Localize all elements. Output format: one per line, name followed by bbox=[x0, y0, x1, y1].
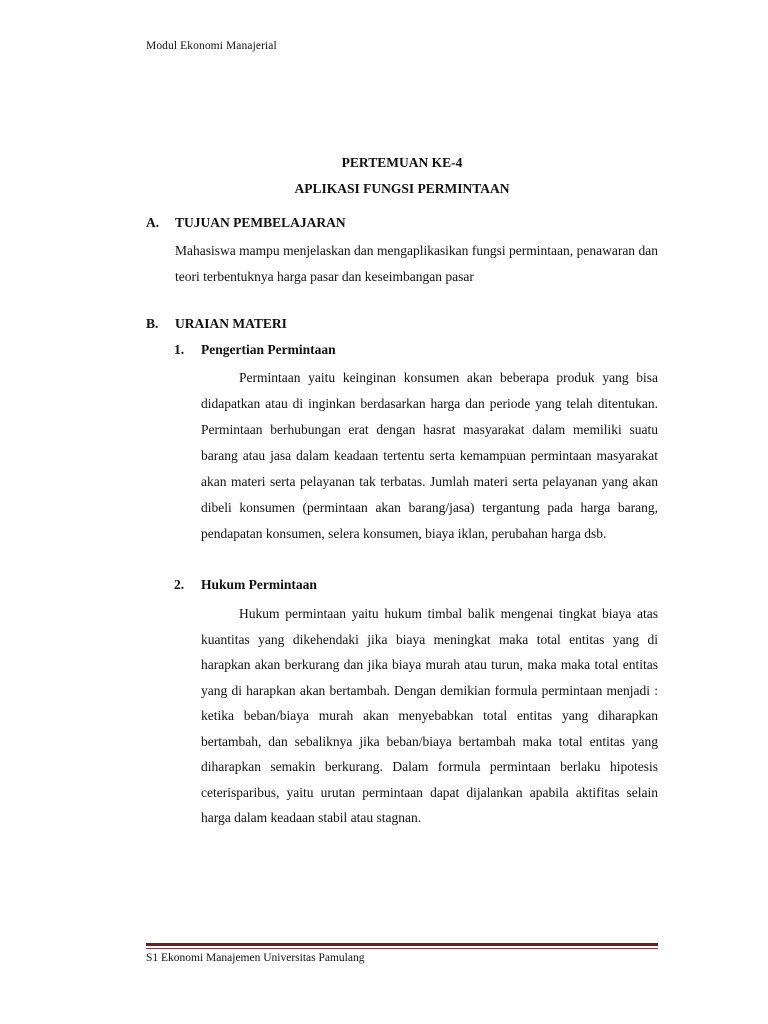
footer-institution: S1 Ekonomi Manajemen Universitas Pamulang bbox=[146, 952, 365, 964]
item-1-title: Pengertian Permintaan bbox=[201, 342, 336, 357]
footer-rule-thin bbox=[146, 948, 658, 949]
item-2-title: Hukum Permintaan bbox=[201, 577, 317, 592]
section-a-body: Mahasiswa mampu menjelaskan dan mengaplikasikan fungsi permintaan, penawaran dan teori terbentuknya harga pasar dan keseimbangan pasar bbox=[175, 243, 658, 284]
item-1-number: 1. bbox=[174, 342, 185, 357]
section-a-heading bbox=[146, 215, 658, 233]
item-1-heading bbox=[174, 342, 658, 360]
section-b-heading bbox=[146, 316, 658, 334]
section-a-title: TUJUAN PEMBELAJARAN bbox=[175, 215, 346, 230]
running-header: Modul Ekonomi Manajerial bbox=[146, 40, 277, 52]
item-1-body: Permintaan yaitu keinginan konsumen akan beberapa produk yang bisa didapatkan atau di inginkan berdasarkan harga dan periode yang telah ditentukan. Permintaan berhubungan erat dengan hasrat masyarakat dalam memiliki suatu barang atau jasa dalam keadaan tertentu serta kemampuan permintaan masyarakat akan materi serta pelayanan tak terbatas. Jumlah materi serta pelayanan yang akan dibeli konsumen (permintaan akan barang/jasa) tergantung pada harga barang, pendapatan konsumen, selera konsumen, biaya iklan, perubahan harga dsb. bbox=[201, 370, 658, 541]
section-b-title: URAIAN MATERI bbox=[175, 316, 287, 331]
title-line-1: PERTEMUAN KE-4 bbox=[341, 155, 463, 170]
footer-rule bbox=[146, 943, 658, 946]
title-block bbox=[146, 150, 658, 202]
item-2-heading bbox=[174, 577, 658, 595]
section-b-letter: B. bbox=[146, 316, 159, 331]
item-2-body: Hukum permintaan yaitu hukum timbal balik mengenai tingkat biaya atas kuantitas yang dikehendaki jika biaya meningkat maka total entitas yang di harapkan akan berkurang dan jika biaya murah atau turun, maka maka total entitas yang di harapkan akan bertambah. Dengan demikian formula permintaan menjadi : ketika beban/biaya murah akan menyebabkan total entitas yang diharapkan bertambah, dan sebaliknya jika beban/biaya bertambah maka total entitas yang diharapkan semakin berkurang. Dalam formula permintaan berlaku hipotesis ceterisparibus, yaitu urutan permintaan dapat dijalankan apabila aktifitas selain harga dalam keadaan stabil atau stagnan. bbox=[201, 606, 658, 825]
section-a-letter: A. bbox=[146, 215, 160, 230]
title-line-2: APLIKASI FUNGSI PERMINTAAN bbox=[294, 181, 510, 196]
item-2-number: 2. bbox=[174, 577, 185, 592]
